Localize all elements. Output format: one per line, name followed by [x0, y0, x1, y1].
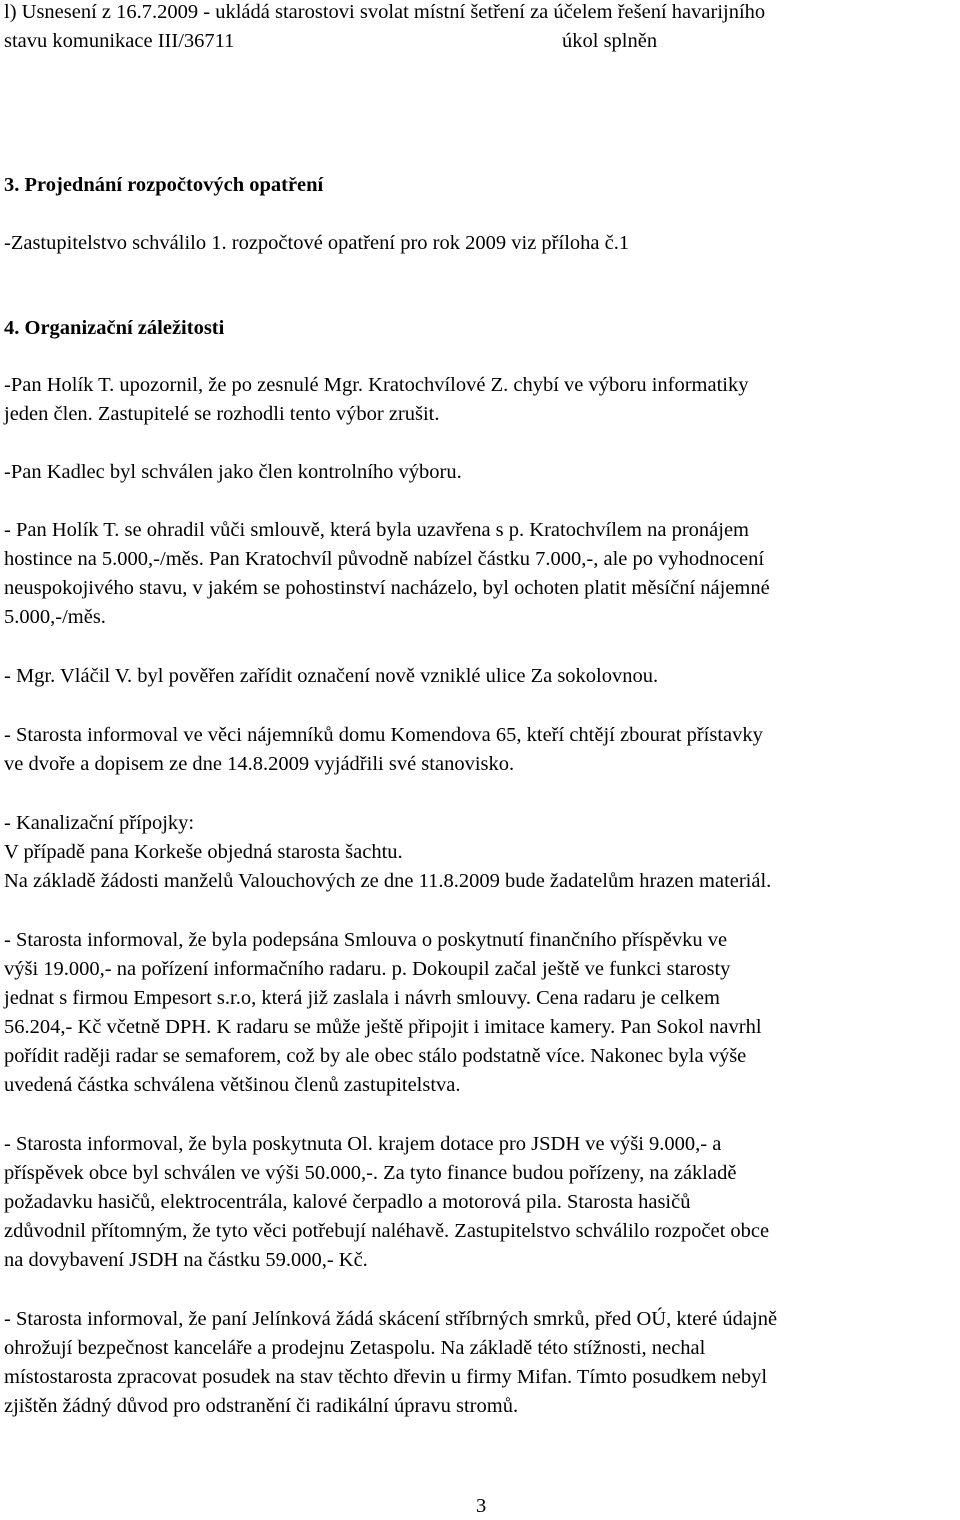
paragraph-jsdh-line: na dovybavení JSDH na částku 59.000,- Kč. [4, 1249, 368, 1271]
paragraph-kanalizace-line: - Kanalizační přípojky: [4, 812, 195, 834]
paragraph-jsdh-line: - Starosta informoval, že byla poskytnuta Ol. krajem dotace pro JSDH ve výši 9.000,- a [4, 1133, 722, 1155]
paragraph-holik-informatika-line: -Pan Holík T. upozornil, že po zesnulé Mgr. Kratochvílové Z. chybí ve výboru informatiky [4, 374, 749, 396]
paragraph-holik-informatika-line: jeden člen. Zastupitelé se rozhodli tento výbor zrušit. [4, 403, 440, 425]
usneseni-line-1: l) Usnesení z 16.7.2009 - ukládá starostovi svolat místní šetření za účelem řešení havarijního [4, 1, 766, 23]
usneseni-line-2-text: stavu komunikace III/36711 [4, 30, 235, 52]
section-3-heading: 3. Projednání rozpočtových opatření [4, 174, 324, 196]
paragraph-jsdh-line: požadavku hasičů, elektrocentrála, kalové čerpadlo a motorová pila. Starosta hasičů [4, 1191, 691, 1213]
paragraph-radar-line: jednat s firmou Empesort s.r.o, která již zaslala i návrh smlouvy. Cena radaru je celkem [4, 987, 720, 1009]
paragraph-komendova-line: ve dvoře a dopisem ze dne 14.8.2009 vyjádřili své stanovisko. [4, 753, 515, 775]
status-ukol-splnen: úkol splněn [562, 30, 658, 52]
paragraph-jsdh-line: zdůvodnil přítomným, že tyto věci potřebují naléhavě. Zastupitelstvo schválilo rozpočet obce [4, 1220, 770, 1242]
paragraph-jsdh-line: příspěvek obce byl schválen ve výši 50.000,-. Za tyto finance budou pořízeny, na základě [4, 1162, 737, 1184]
paragraph-smrky-line: ohrožují bezpečnost kanceláře a prodejnu Zetaspolu. Na základě této stížnosti, nechal [4, 1337, 706, 1359]
paragraph-holik-smlouva-line: - Pan Holík T. se ohradil vůči smlouvě, která byla uzavřena s p. Kratochvílem na pronájem [4, 519, 749, 541]
paragraph-radar-line: uvedená částka schválena většinou členů zastupitelstva. [4, 1074, 461, 1096]
paragraph-kanalizace-line: V případě pana Korkeše objedná starosta šachtu. [4, 841, 403, 863]
paragraph-vlacil: - Mgr. Vláčil V. byl pověřen zařídit označení nově vzniklé ulice Za sokolovnou. [4, 665, 659, 687]
paragraph-radar-line: - Starosta informoval, že byla podepsána Smlouva o poskytnutí finančního příspěvku ve [4, 929, 728, 951]
paragraph-kanalizace-line: Na základě žádosti manželů Valouchových ze dne 11.8.2009 bude žadatelům hrazen materiál. [4, 870, 772, 892]
paragraph-komendova-line: - Starosta informoval ve věci nájemníků domu Komendova 65, kteří chtějí zbourat přístavky [4, 724, 763, 746]
paragraph-holik-smlouva-line: 5.000,-/měs. [4, 606, 106, 628]
section-4-heading: 4. Organizační záležitosti [4, 317, 225, 339]
paragraph-smrky-line: zjištěn žádný důvod pro odstranění či radikální úpravu stromů. [4, 1395, 519, 1417]
usneseni-line-2 [4, 27, 234, 55]
paragraph-radar-line: 56.204,- Kč včetně DPH. K radaru se může ještě připojit i imitace kamery. Pan Sokol navrhl [4, 1016, 762, 1038]
paragraph-radar-line: pořídit raději radar se semaforem, což by ale obec stálo podstatně více. Nakonec byla výše [4, 1045, 747, 1067]
paragraph-kadlec: -Pan Kadlec byl schválen jako člen kontrolního výboru. [4, 461, 462, 483]
paragraph-smrky-line: místostarosta zpracovat posudek na stav těchto dřevin u firmy Mifan. Tímto posudkem nebyl [4, 1366, 768, 1388]
section-3-text: -Zastupitelstvo schválilo 1. rozpočtové opatření pro rok 2009 viz příloha č.1 [4, 232, 630, 254]
paragraph-radar-line: výši 19.000,- na pořízení informačního radaru. p. Dokoupil začal ještě ve funkci starosty [4, 958, 731, 980]
page-number: 3 [476, 1495, 487, 1517]
paragraph-smrky-line: - Starosta informoval, že paní Jelínková žádá skácení stříbrných smrků, před OÚ, které údajně [4, 1308, 778, 1330]
paragraph-holik-smlouva-line: hostince na 5.000,-/měs. Pan Kratochvíl původně nabízel částku 7.000,-, ale po vyhodnocení [4, 548, 765, 570]
paragraph-holik-smlouva-line: neuspokojivého stavu, v jakém se pohostinství nacházelo, byl ochoten platit měsíční nájemné [4, 577, 770, 599]
